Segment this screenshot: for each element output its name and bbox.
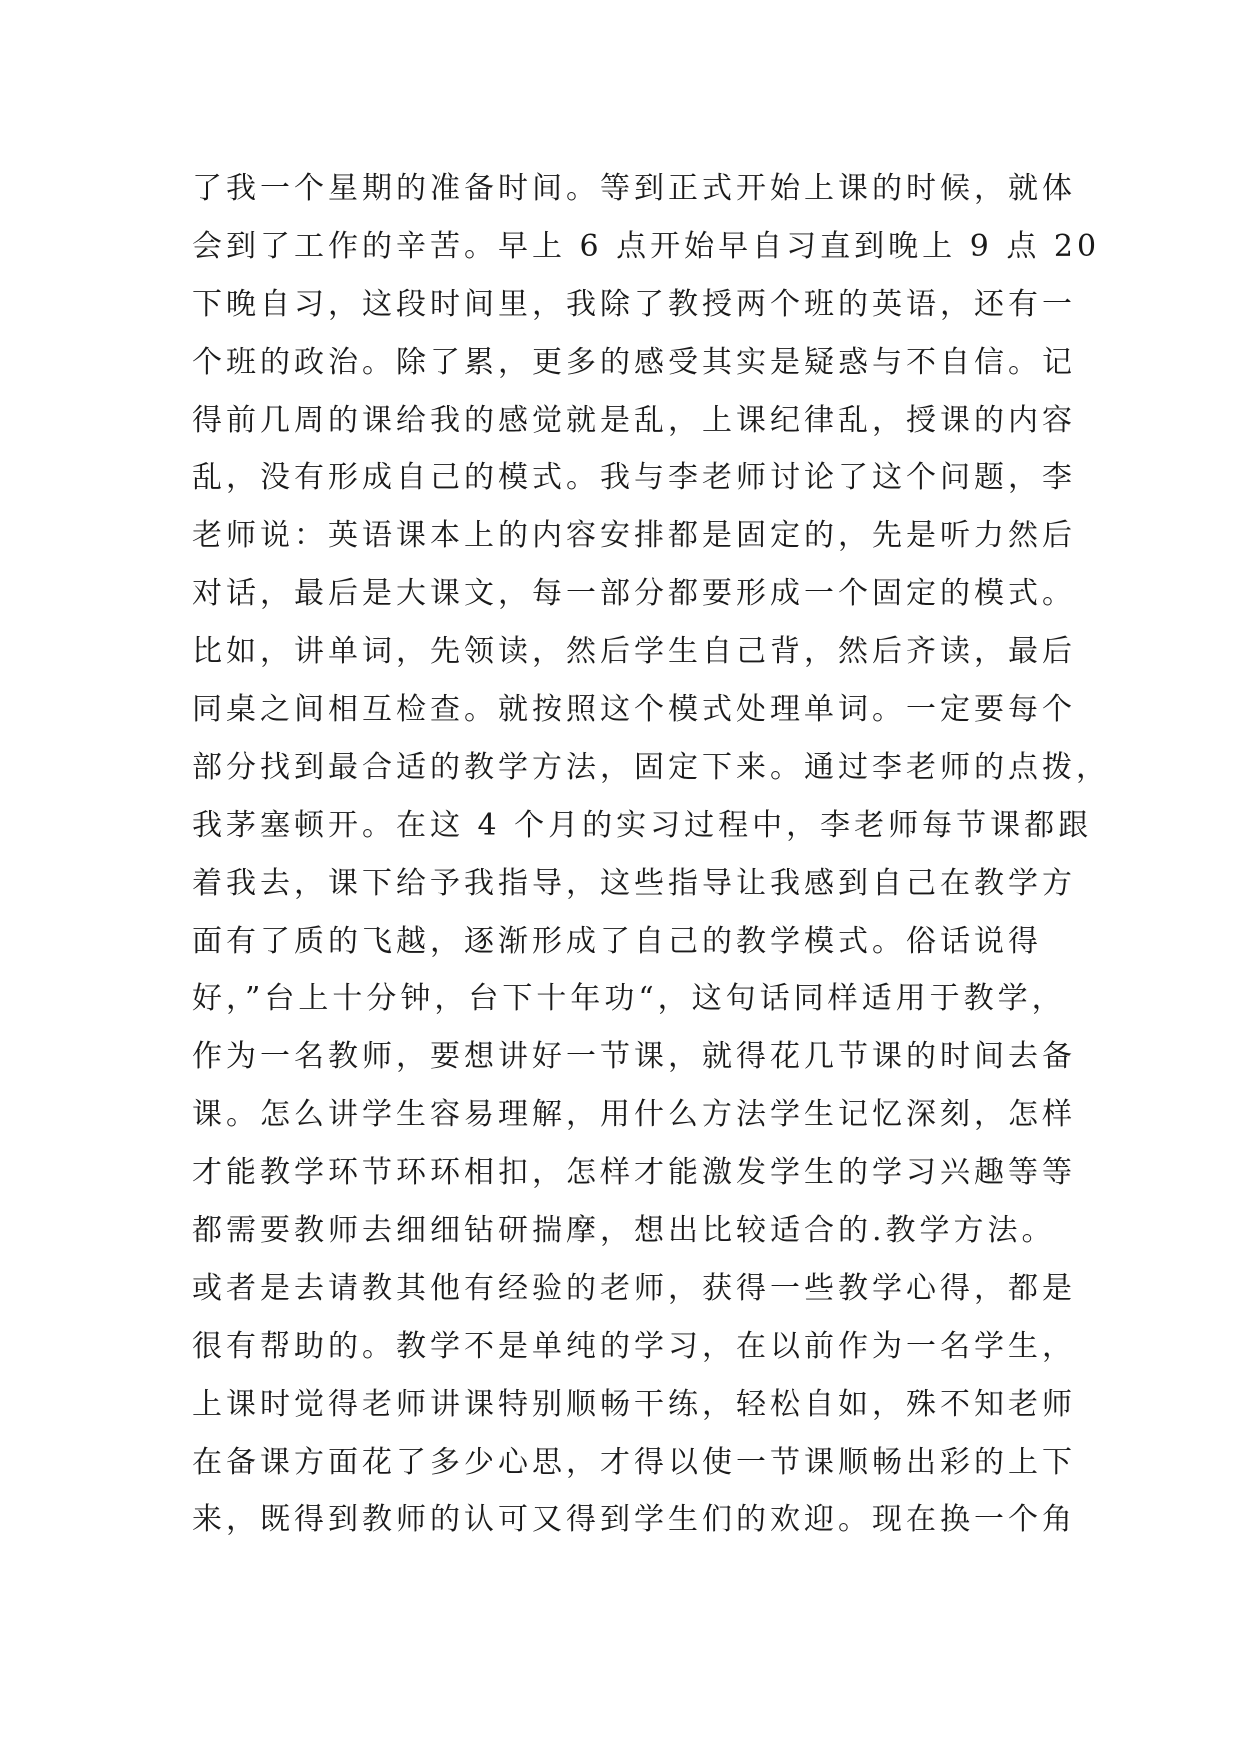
text-line: 对话，最后是大课文，每一部分都要形成一个固定的模式。 [192, 576, 1076, 612]
text-line: 部分找到最合适的教学方法，固定下来。通过李老师的点拨， [192, 749, 1110, 785]
text-line: 得前几周的课给我的感觉就是乱，上课纪律乱，授课的内容 [192, 402, 1076, 438]
text-line: 才能教学环节环环相扣，怎样才能激发学生的学习兴趣等等 [192, 1155, 1076, 1191]
text-line: 了我一个星期的准备时间。等到正式开始上课的时候，就体 [192, 171, 1076, 206]
text-line: 着我去，课下给予我指导，这些指导让我感到自己在教学方 [192, 865, 1076, 901]
text-line: 都需要教师去细细钻研揣摩，想出比较适合的.教学方法。 [192, 1213, 1056, 1249]
text-line: 来，既得到教师的认可又得到学生们的欢迎。现在换一个角 [192, 1502, 1076, 1538]
text-line: 同桌之间相互检查。就按照这个模式处理单词。一定要每个 [192, 692, 1076, 728]
text-line: 老师说：英语课本上的内容安排都是固定的，先是听力然后 [192, 518, 1076, 554]
text-line: 课。怎么讲学生容易理解，用什么方法学生记忆深刻，怎样 [192, 1097, 1076, 1133]
text-line: 在备课方面花了多少心思，才得以使一节课顺畅出彩的上下 [192, 1444, 1076, 1480]
text-line: 作为一名教师，要想讲好一节课，就得花几节课的时间去备 [192, 1039, 1076, 1075]
text-line: 面有了质的飞越，逐渐形成了自己的教学模式。俗话说得 [192, 923, 1042, 959]
text-line: 我茅塞顿开。在这 4 个月的实习过程中，李老师每节课都跟 [192, 807, 1093, 843]
text-line: 乱，没有形成自己的模式。我与李老师讨论了这个问题，李 [192, 460, 1076, 496]
text-line: 比如，讲单词，先领读，然后学生自己背，然后齐读，最后 [192, 634, 1076, 670]
text-line: 很有帮助的。教学不是单纯的学习，在以前作为一名学生， [192, 1328, 1076, 1364]
text-line: 上课时觉得老师讲课特别顺畅干练，轻松自如，殊不知老师 [192, 1386, 1076, 1422]
text-line: 会到了工作的辛苦。早上 6 点开始早自习直到晚上 9 点 20 [192, 228, 1101, 264]
text-line: 下晚自习，这段时间里，我除了教授两个班的英语，还有一 [192, 286, 1076, 322]
text-line: 或者是去请教其他有经验的老师，获得一些教学心得，都是 [192, 1270, 1076, 1306]
text-line: 个班的政治。除了累，更多的感受其实是疑惑与不自信。记 [192, 344, 1076, 380]
body-paragraph [192, 160, 1110, 1549]
text-line: 好，”台上十分钟，台下十年功“，这句话同样适用于教学， [192, 981, 1066, 1017]
